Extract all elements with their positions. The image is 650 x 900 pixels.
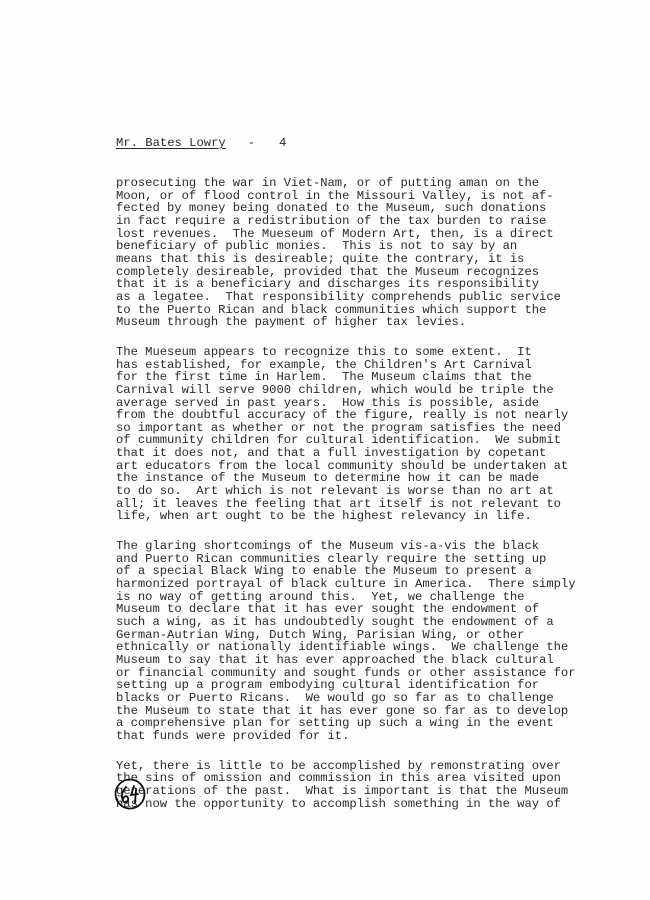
text-line: Moon, or of flood control in the Missouri Valley, is not af- — [116, 188, 554, 203]
text-line: so important as whether or not the program satisfies the need — [116, 420, 561, 435]
text-line: Museum to say that it has ever approached the black cultural — [116, 652, 554, 667]
text-line: the instance of the Museum to determine how it can be made — [116, 471, 540, 486]
text-line: blacks or Puerto Ricans. We would go so far as to challenge — [116, 690, 554, 705]
text-line: Museum through the payment of higher tax levies. — [116, 315, 467, 330]
text-line: means that this is desireable; quite the contrary, it is — [116, 251, 525, 266]
paragraph — [116, 177, 636, 329]
paragraph — [116, 540, 636, 743]
text-line: prosecuting the war in Viet-Nam, or of putting aman on the — [116, 176, 540, 190]
text-line: Museum to declare that it has ever sought the endowment of — [116, 602, 540, 617]
text-line: and Puerto Rican communities clearly require the setting up — [116, 551, 547, 566]
page-number: 4 — [279, 136, 287, 150]
handwritten-circled-number — [113, 777, 147, 811]
text-line: the sins of omission and commission in this area visited upon — [116, 771, 561, 786]
text-line: of cummunity children for cultural identification. We submit — [116, 433, 561, 448]
paragraph — [116, 346, 636, 523]
text-line: all; it leaves the feeling that art itself is not relevant to — [116, 496, 561, 511]
text-line: The Mueseum appears to recognize this to some extent. It — [116, 344, 532, 359]
text-line: completely desireable, provided that the Museum recognizes — [116, 264, 540, 279]
recipient-name: Mr. Bates Lowry — [116, 136, 226, 150]
text-line: that it is a beneficiary and discharges its responsibility — [116, 277, 540, 292]
text-line: average served in past years. How this is possible, aside — [116, 395, 540, 410]
header-separator: - — [247, 136, 256, 150]
text-line: ethnically or nationally identifiable wings. We challenge the — [116, 640, 569, 655]
text-line: German-Autrian Wing, Dutch Wing, Parisian Wing, or other — [116, 627, 525, 642]
text-line: the Museum to state that it has ever gone so far as to develop — [116, 703, 569, 718]
text-line: The glaring shortcomings of the Museum vis-a-vis the black — [116, 539, 540, 554]
text-line: of a special Black Wing to enable the Museum to present a — [116, 564, 532, 579]
text-line: such a wing, as it has undoubtedly sought the endowment of a — [116, 615, 554, 629]
text-line: has now the opportunity to accomplish something in the way of — [116, 796, 561, 811]
text-line: setting up a program embodying cultural identification for — [116, 678, 540, 693]
text-line: that funds were provided for it. — [116, 728, 350, 743]
text-line: that it does not, and that a full investigation by copetant — [116, 446, 547, 461]
text-line: Carnival will serve 9000 children, which would be triple the — [116, 382, 554, 397]
paragraph — [116, 760, 636, 811]
text-line: art educators from the local community should be undertaken at — [116, 458, 569, 473]
letter-body — [116, 177, 636, 827]
text-line: from the doubtful accuracy of the figure, really is not nearly — [116, 408, 569, 423]
text-line: harmonized portrayal of black culture in America. There simply — [116, 577, 576, 592]
text-line: or financial community and sought funds or other assistance for — [116, 665, 576, 680]
text-line: is no way of getting around this. Yet, we challenge the — [116, 589, 525, 604]
text-line: to the Puerto Rican and black communities which support the — [116, 302, 547, 317]
text-line: fected by money being donated to the Museum, such donations — [116, 201, 547, 216]
text-line: beneficiary of public monies. This is not to say by an — [116, 239, 518, 254]
text-line: has established, for example, the Children's Art Carnival — [116, 357, 532, 372]
text-line: generations of the past. What is important is that the Museum — [116, 783, 569, 798]
text-line: as a legatee. That responsibility comprehends public service — [116, 289, 561, 304]
page-header — [116, 136, 286, 150]
text-line: lost revenues. The Mueseum of Modern Art, then, is a direct — [116, 226, 554, 241]
text-line: for the first time in Harlem. The Museum claims that the — [116, 370, 532, 385]
text-line: in fact require a redistribution of the tax burden to raise — [116, 213, 547, 228]
text-line: life, when art ought to be the highest relevancy in life. — [116, 509, 532, 524]
text-line: Yet, there is little to be accomplished by remonstrating over — [116, 758, 561, 773]
text-line: a comprehensive plan for setting up such a wing in the event — [116, 716, 554, 731]
text-line: to do so. Art which is not relevant is worse than no art at — [116, 484, 554, 499]
